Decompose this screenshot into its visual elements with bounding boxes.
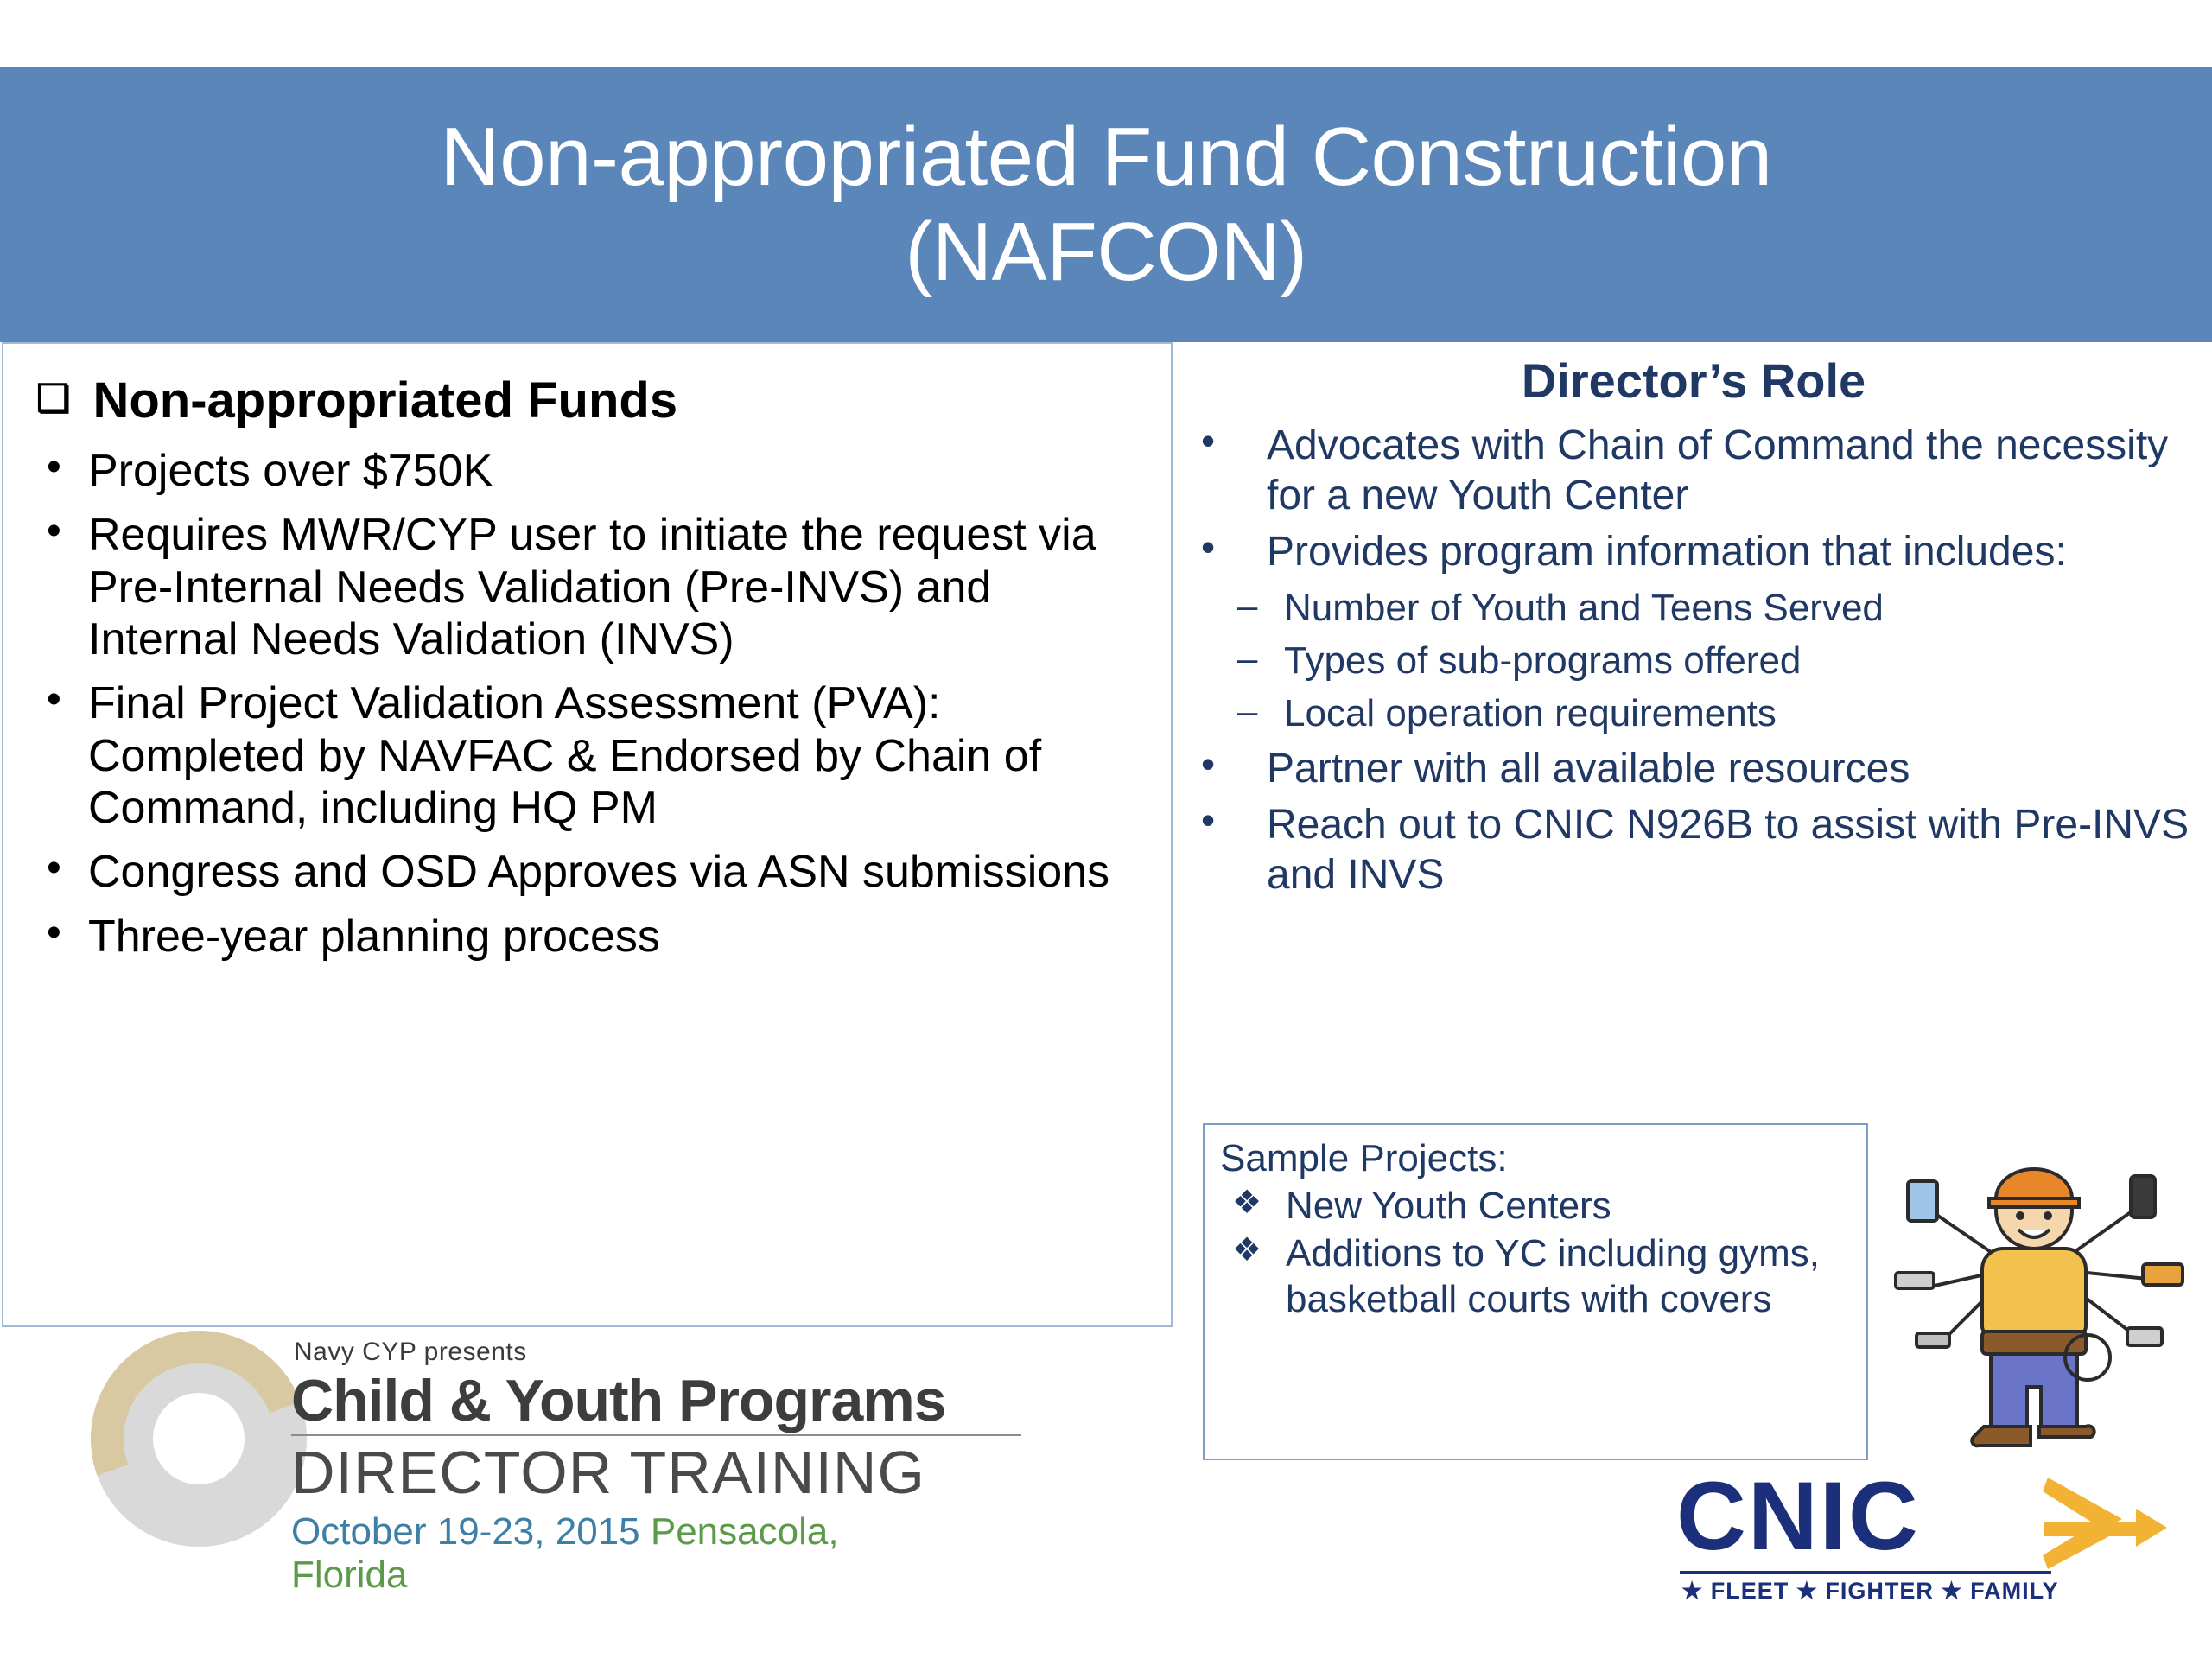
list-item: ❖ New Youth Centers <box>1220 1184 1853 1230</box>
sample-projects-title: Sample Projects: <box>1220 1137 1508 1179</box>
right-bullet-list-continued <box>1184 744 2203 900</box>
list-item: • Three-year planning process <box>40 911 1141 963</box>
title-line-2: (NAFCON) <box>905 206 1307 298</box>
list-item: • Congress and OSD Approves via ASN submissions <box>40 846 1141 898</box>
list-item: • Projects over $750K <box>40 445 1141 497</box>
trident-icon <box>2039 1469 2169 1607</box>
left-panel-heading-label: Non-appropriated Funds <box>92 372 678 429</box>
list-item: • Advocates with Chain of Command the necessity for a new Youth Center <box>1184 421 2203 520</box>
list-item: • Partner with all available resources <box>1184 744 2203 794</box>
list-item: • Final Project Validation Assessment (PVA): Completed by NAVFAC & Endorsed by Chain of Command, including HQ PM <box>40 677 1141 834</box>
slide-title-banner <box>0 67 2212 342</box>
left-bullet-list <box>24 445 1150 963</box>
sample-projects-box <box>1203 1123 1868 1460</box>
handyman-illustration <box>1875 1119 2195 1473</box>
checkbox-icon: ❑ <box>36 378 71 420</box>
logo-divider <box>291 1434 1021 1436</box>
logo-event-date: October 19-23, 2015 <box>291 1510 640 1553</box>
cnic-wordmark: CNIC <box>1676 1462 1920 1570</box>
right-sub-bullet-list <box>1184 584 2203 737</box>
list-item: • Requires MWR/CYP user to initiate the request via Pre-Internal Needs Validation (Pre-INVS) and Internal Needs Validation (INVS) <box>40 509 1141 665</box>
list-item: – Types of sub-programs offered <box>1184 637 2203 684</box>
logo-program-name: Child & Youth Programs <box>291 1368 946 1433</box>
right-content-column <box>1184 346 2203 907</box>
list-item: • Reach out to CNIC N926B to assist with Pre-INVS and INVS <box>1184 800 2203 899</box>
page-title <box>388 110 1823 301</box>
logo-event-name: DIRECTOR TRAINING <box>291 1439 925 1506</box>
logo-event-location: Pensacola, Florida <box>291 1510 839 1596</box>
left-content-box <box>2 342 1173 1327</box>
left-panel-heading <box>36 372 1150 429</box>
logo-event-details <box>291 1510 963 1597</box>
right-panel-heading: Director’s Role <box>1521 353 1866 408</box>
right-bullet-list <box>1184 421 2203 577</box>
list-item: • Provides program information that includes: <box>1184 527 2203 577</box>
cnic-divider <box>1680 1571 2051 1574</box>
logo-presents-text: Navy CYP presents <box>294 1338 527 1366</box>
cnic-tagline: ★ FLEET ★ FIGHTER ★ FAMILY <box>1681 1578 2059 1604</box>
list-item: – Number of Youth and Teens Served <box>1184 584 2203 632</box>
list-item: – Local operation requirements <box>1184 690 2203 737</box>
list-item: ❖ Additions to YC including gyms, basketball courts with covers <box>1220 1231 1853 1323</box>
cnic-logo <box>1676 1460 2160 1616</box>
title-line-1: Non-appropriated Fund Construction <box>440 110 1772 203</box>
cyp-director-training-logo <box>91 1322 963 1596</box>
sample-projects-list <box>1220 1184 1853 1322</box>
